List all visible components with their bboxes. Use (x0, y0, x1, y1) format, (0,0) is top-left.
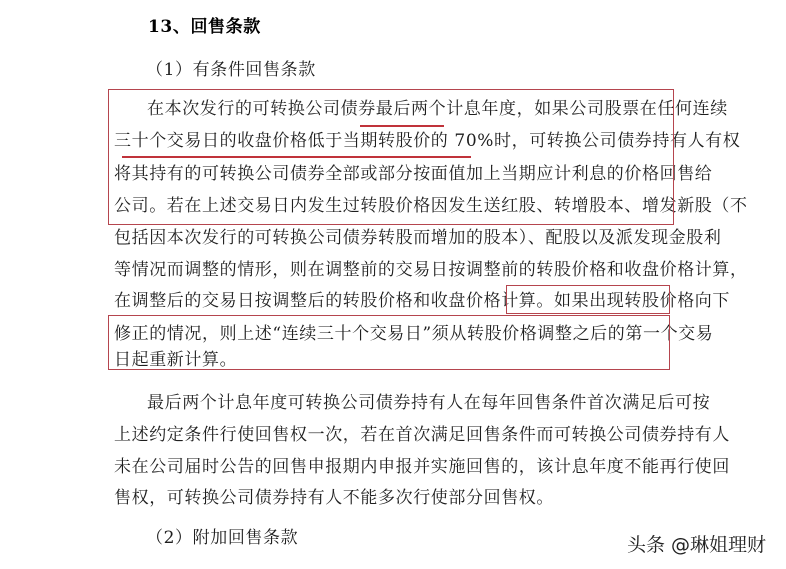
paragraph-line: 在本次发行的可转换公司债券最后两个计息年度，如果公司股票在任何连续 (147, 99, 728, 119)
paragraph-line: 在调整后的交易日按调整后的转股价格和收盘价格计算。如果出现转股价格向下 (114, 291, 730, 311)
underline-2 (122, 156, 471, 158)
section-title: 13、回售条款 (148, 17, 261, 37)
watermark: 头条 @琳姐理财 (626, 534, 766, 556)
paragraph-line: 修正的情况，则上述“连续三十个交易日”须从转股价格调整之后的第一个交易 (114, 324, 714, 344)
paragraph-line: 三十个交易日的收盘价格低于当期转股价的 70%时，可转换公司债券持有人有权 (114, 131, 741, 151)
paragraph-line: 公司。若在上述交易日内发生过转股价格因发生送红股、转增股本、增发新股（不 (114, 196, 748, 216)
paragraph-line: 未在公司届时公告的回售申报期内申报并实施回售的，该计息年度不能再行使回 (114, 457, 730, 477)
paragraph-line: 等情况而调整的情形，则在调整前的交易日按调整前的转股价格和收盘价格计算， (114, 260, 748, 280)
subsection-title-1: （1）有条件回售条款 (146, 60, 316, 80)
paragraph-line: 售权，可转换公司债券持有人不能多次行使部分回售权。 (114, 488, 554, 508)
paragraph-line: 将其持有的可转换公司债券全部或部分按面值加上当期应计利息的价格回售给 (114, 164, 713, 184)
underline-1 (360, 125, 444, 127)
paragraph-line: 上述约定条件行使回售权一次，若在首次满足回售条件而可转换公司债券持有人 (114, 425, 730, 445)
highlight-box-2 (506, 285, 670, 314)
paragraph-line: 包括因本次发行的可转换公司债券转股而增加的股本）、配股以及派发现金股利 (114, 228, 722, 248)
highlight-box-3 (108, 315, 670, 370)
subsection-title-2: （2）附加回售条款 (146, 528, 299, 548)
paragraph-line: 最后两个计息年度可转换公司债券持有人在每年回售条件首次满足后可按 (147, 393, 711, 413)
paragraph-line: 日起重新计算。 (114, 350, 238, 370)
